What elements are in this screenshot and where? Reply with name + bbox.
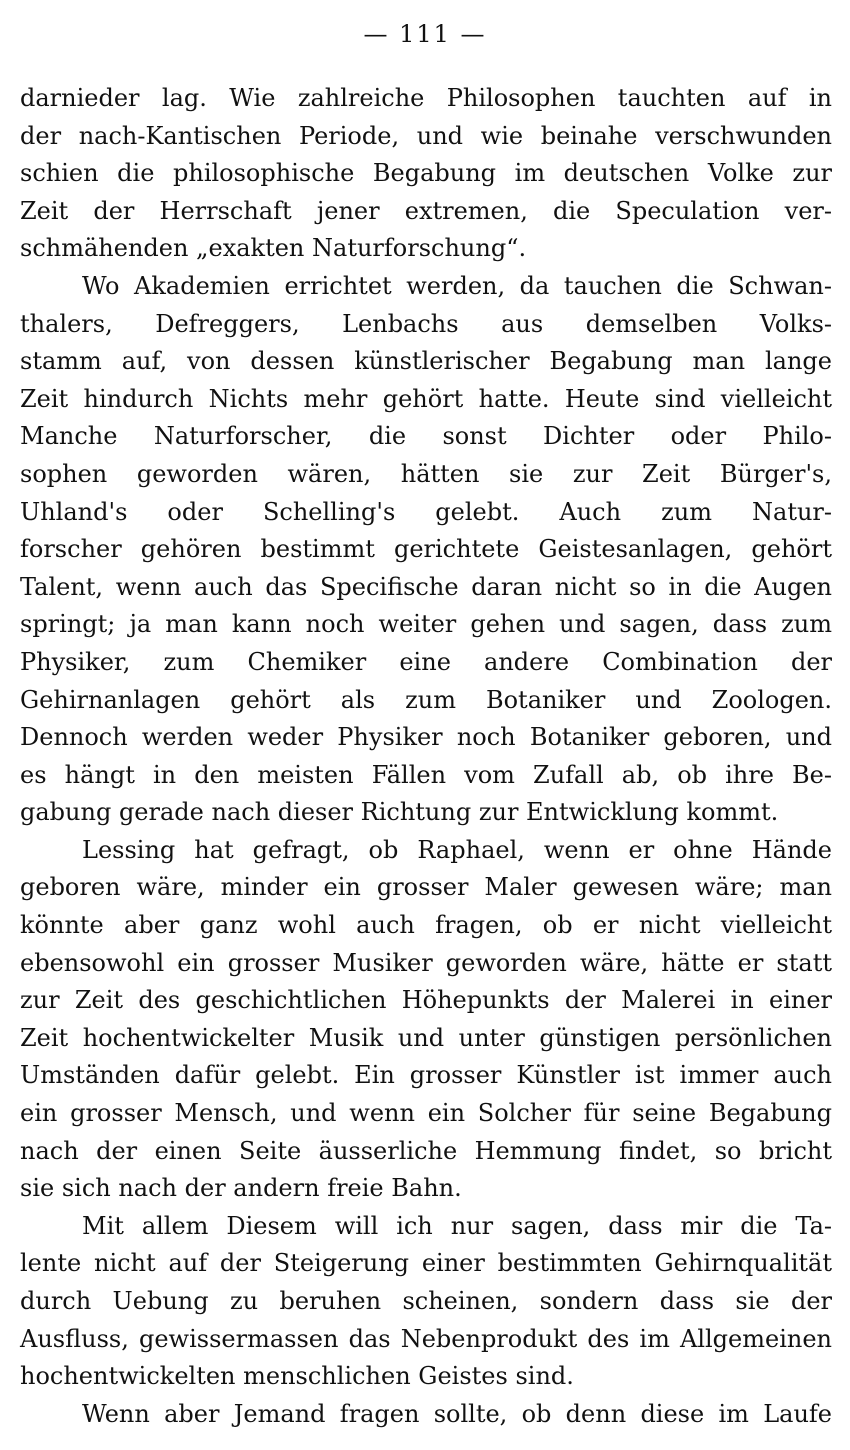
text-line: ein grosser Mensch, und wenn ein Solcher für seine Begabung <box>20 1099 832 1128</box>
text-line: hochentwickelten menschlichen Geistes sind. <box>20 1362 574 1391</box>
text-line: nach der einen Seite äusserliche Hemmung findet, so bricht <box>20 1136 832 1165</box>
text-line: durch Uebung zu beruhen scheinen, sondern dass sie der <box>20 1287 832 1315</box>
body-text <box>20 80 832 1433</box>
text-line: darnieder lag. Wie zahlreiche Philosophen tauchten auf in <box>20 84 832 112</box>
text-line: springt; ja man kann noch weiter gehen und sagen, dass zum <box>20 610 832 639</box>
text-line: Gehirnanlagen gehört als zum Botaniker und Zoologen. <box>20 685 832 714</box>
text-line: könnte aber ganz wohl auch fragen, ob er nicht vielleicht <box>20 911 832 940</box>
text-line: schmähenden „exakten Naturforschung“. <box>20 234 527 263</box>
text-line: forscher gehören bestimmt gerichtete Geistesanlagen, gehört <box>20 535 832 564</box>
text-line: geboren wäre, minder ein grosser Maler gewesen wäre; man <box>20 873 832 902</box>
text-line: Wenn aber Jemand fragen sollte, ob denn diese im Laufe <box>82 1399 832 1428</box>
text-line: Manche Naturforscher, die sonst Dichter oder Philo- <box>20 422 832 451</box>
text-line: Umständen dafür gelebt. Ein grosser Künstler ist immer auch <box>20 1061 832 1090</box>
text-line: Dennoch werden weder Physiker noch Botaniker geboren, und <box>20 723 832 752</box>
text-line: sophen geworden wären, hätten sie zur Zeit Bürger's, <box>20 459 832 488</box>
text-line: sie sich nach der andern freie Bahn. <box>20 1174 462 1203</box>
text-line: Zeit der Herrschaft jener extremen, die Speculation ver- <box>20 196 832 225</box>
text-line: Lessing hat gefragt, ob Raphael, wenn er ohne Hände <box>82 835 832 864</box>
text-line: stamm auf, von dessen künstlerischer Begabung man lange <box>20 347 832 376</box>
text-line: Physiker, zum Chemiker eine andere Combination der <box>20 647 832 676</box>
page-number: — 111 — <box>363 20 487 48</box>
text-line: thalers, Defreggers, Lenbachs aus demselben Volks- <box>20 309 832 338</box>
text-line: schien die philosophische Begabung im deutschen Volke zur <box>20 159 832 188</box>
text-line: gabung gerade nach dieser Richtung zur Entwicklung kommt. <box>20 798 779 827</box>
text-line: Uhland's oder Schelling's gelebt. Auch zum Natur- <box>20 497 832 526</box>
text-line: Mit allem Diesem will ich nur sagen, dass mir die Ta- <box>82 1211 832 1240</box>
text-line: ebensowohl ein grosser Musiker geworden wäre, hätte er statt <box>20 948 832 977</box>
text-line: der nach-Kantischen Periode, und wie beinahe verschwunden <box>20 121 832 150</box>
text-line: es hängt in den meisten Fällen vom Zufall ab, ob ihre Be- <box>20 760 832 789</box>
text-line: Ausfluss, gewissermassen das Nebenprodukt des im Allgemeinen <box>20 1324 832 1353</box>
text-line: lente nicht auf der Steigerung einer bestimmten Gehirnqualität <box>20 1249 832 1278</box>
text-line: Wo Akademien errichtet werden, da tauchen die Schwan- <box>82 271 832 300</box>
text-line: Zeit hochentwickelter Musik und unter günstigen persönlichen <box>20 1023 832 1052</box>
text-line: zur Zeit des geschichtlichen Höhepunkts der Malerei in einer <box>20 986 832 1015</box>
text-line: Zeit hindurch Nichts mehr gehört hatte. Heute sind vielleicht <box>20 384 832 413</box>
text-line: Talent, wenn auch das Specifische daran nicht so in die Augen <box>20 572 832 601</box>
